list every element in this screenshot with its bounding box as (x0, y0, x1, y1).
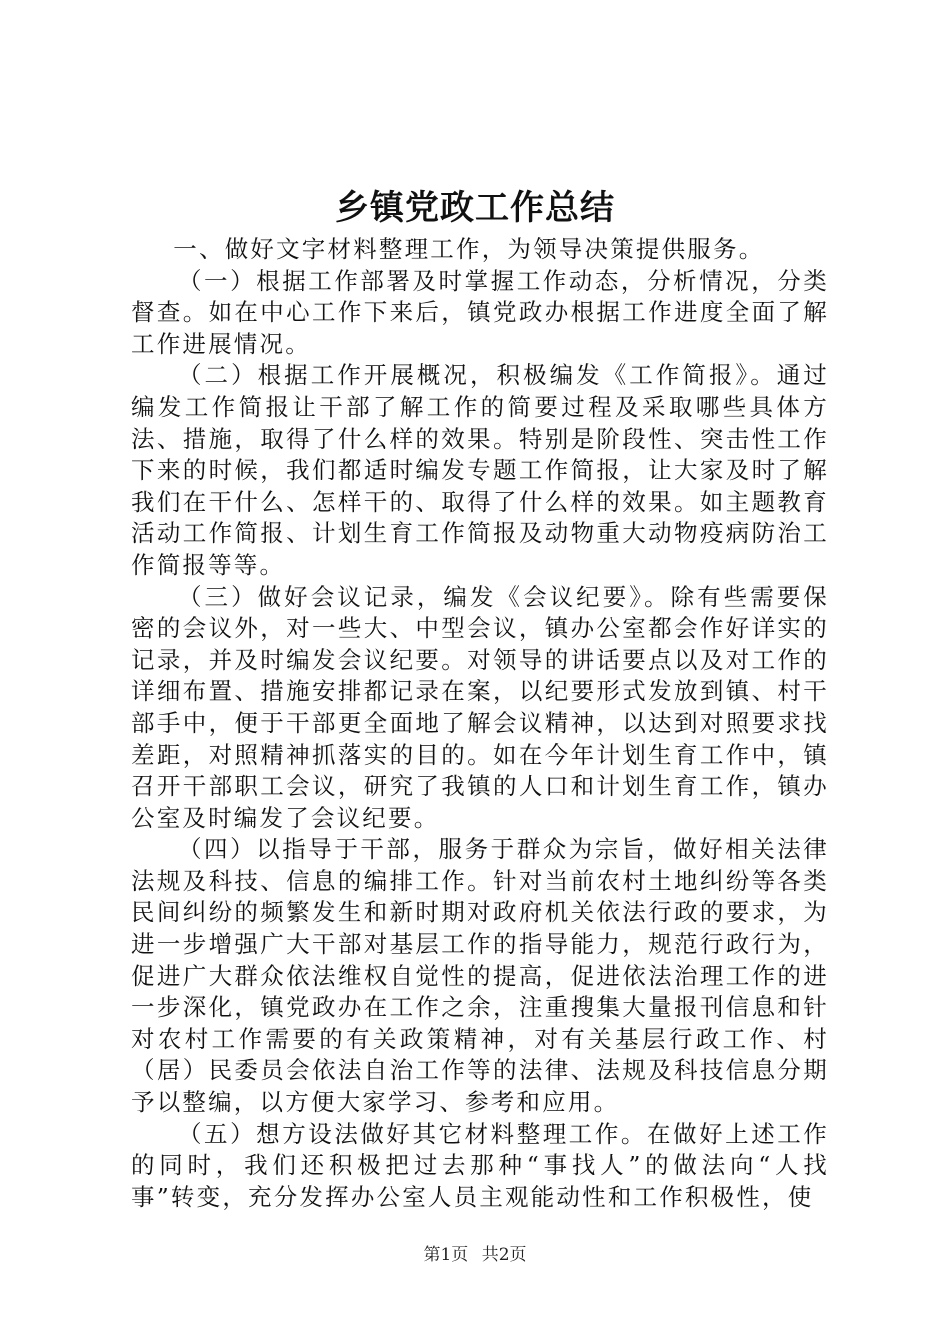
paragraph-4: （四）以指导于干部，服务于群众为宗旨，做好相关法律法规及科技、信息的编排工作。针对当前农村土地纠纷等各类民间纠纷的频繁发生和新时期对政府机关依法行政的要求，为进一步增强广大干部对基层工作的指导能力，规范行政行为，促进广大群众依法维权自觉性的提高，促进依法治理工作的进一步深化，镇党政办在工作之余，注重搜集大量报刊信息和针对农村工作需要的有关政策精神，对有关基层行政工作、村（居）民委员会依法自治工作等的法律、法规及科技信息分期予以整编，以方便大家学习、参考和应用。 (131, 835, 829, 1117)
paragraph-3: （三）做好会议记录，编发《会议纪要》。除有些需要保密的会议外，对一些大、中型会议，镇办公室都会作好详实的记录，并及时编发会议纪要。对领导的讲话要点以及对工作的详细布置、措施安排都记录在案，以纪要形式发放到镇、村干部手中，便于干部更全面地了解会议精神，以达到对照要求找差距，对照精神抓落实的目的。如在今年计划生育工作中，镇召开干部职工会议，研究了我镇的人口和计划生育工作，镇办公室及时编发了会议纪要。 (131, 582, 829, 832)
document-title: 乡镇党政工作总结 (335, 188, 615, 228)
page-footer (0, 1244, 950, 1266)
paragraph-2: （二）根据工作开展概况，积极编发《工作简报》。通过编发工作简报让干部了解工作的简要过程及采取哪些具体方法、措施，取得了什么样的效果。特别是阶段性、突击性工作下来的时候，我们都适时编发专题工作简报，让大家及时了解我们在干什么、怎样干的、取得了什么样的效果。如主题教育活动工作简报、计划生育工作简报及动物重大动物疫病防治工作简报等等。 (131, 361, 829, 579)
paragraph-1: （一）根据工作部署及时掌握工作动态，分析情况，分类督查。如在中心工作下来后，镇党政办根据工作进度全面了解工作进展情况。 (131, 266, 829, 358)
paragraph-5: （五）想方设法做好其它材料整理工作。在做好上述工作的同时，我们还积极把过去那种“事找人”的做法向“人找事”转变，充分发挥办公室人员主观能动性和工作积极性，使 (131, 1119, 829, 1211)
page-number: 第1页 (423, 1245, 469, 1265)
page-total: 共2页 (481, 1245, 527, 1265)
section-heading-1: 一、做好文字材料整理工作，为领导决策提供服务。 (173, 235, 765, 263)
document-body (131, 234, 829, 1213)
